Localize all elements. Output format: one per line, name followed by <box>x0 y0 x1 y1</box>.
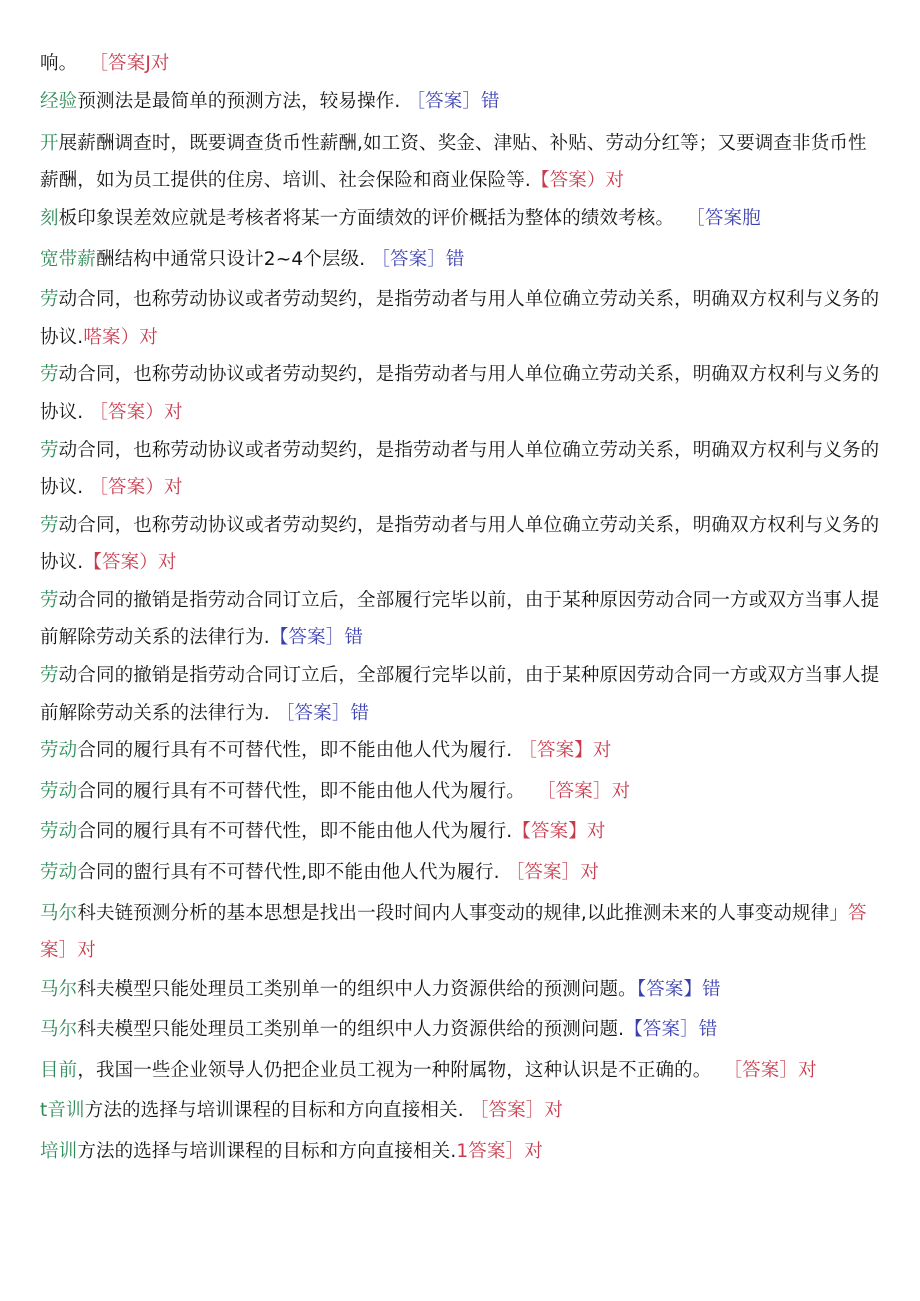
line-lead: 宽带薪 <box>40 249 96 270</box>
line-text: 科夫模型只能处理员工类别单一的组织中人力资源供给的预测问题。 <box>77 979 637 1000</box>
answer-label: 【答案）对 <box>530 170 625 191</box>
line-lead: 马尔 <box>40 979 78 1000</box>
line-lead: 劳动 <box>40 781 78 802</box>
line-lead: 劳动 <box>40 862 78 883</box>
answer-label: 答 <box>848 903 867 924</box>
answer-label: ［答案］对 <box>469 1100 564 1121</box>
text-line <box>40 476 885 500</box>
answer-label: ［答案］错 <box>275 703 370 724</box>
text-line <box>40 1059 885 1083</box>
answer-label: 【答案］错 <box>269 627 364 648</box>
answer-label: ［答案］对 <box>723 1060 817 1081</box>
text-line <box>40 589 885 613</box>
text-line <box>40 439 885 463</box>
answer-label: ［答案］错 <box>406 91 500 112</box>
answer-label: ［答案］错 <box>371 249 465 270</box>
line-text: 板印象误差效应就是考核者将某一方面绩效的评价概括为整体的绩效考核。 <box>58 208 675 229</box>
text-line <box>40 978 885 1002</box>
answer-label: 【答案）对 <box>83 552 177 573</box>
line-text: 动合同，也称劳动协议或者劳动契约，是指劳动者与用人单位确立劳动关系，明确双方权利与义务的 <box>58 440 880 461</box>
text-line <box>40 739 885 763</box>
line-text: 合同的履行具有不可替代性，即不能由他人代为履行。 <box>77 781 525 802</box>
answer-label: 嗒案）对 <box>83 327 158 348</box>
answer-label: 案］对 <box>40 940 96 961</box>
text-line <box>40 939 885 963</box>
line-lead: 目前 <box>40 1060 78 1081</box>
line-lead: 劳 <box>40 665 59 686</box>
line-text: 动合同，也称劳动协议或者劳动契约，是指劳动者与用人单位确立劳动关系，明确双方权利与义务的 <box>58 364 880 385</box>
line-text: 酬结构中通常只设计2~4个层级. <box>95 249 366 270</box>
text-line <box>40 664 885 688</box>
text-line <box>40 288 885 312</box>
text-line <box>40 90 885 114</box>
line-text: 动合同，也称劳动协议或者劳动契约，是指劳动者与用人单位确立劳动关系，明确双方权利与义务的 <box>58 289 880 310</box>
line-text: 前解除劳动关系的法律行为. <box>40 703 270 724</box>
text-line <box>40 363 885 387</box>
line-text: 薪酬，如为员工提供的住房、培训、社会保险和商业保险等. <box>40 170 531 191</box>
line-text: 科夫链预测分析的基本思想是找出一段时间内人事变动的规律,以此推测未来的人事变动规律」 <box>77 903 848 924</box>
line-text: 动合同，也称劳动协议或者劳动契约，是指劳动者与用人单位确立劳动关系，明确双方权利与义务的 <box>58 515 880 536</box>
text-line <box>40 780 885 804</box>
text-line <box>40 207 885 231</box>
line-text: 协议. <box>40 402 84 423</box>
text-line <box>40 820 885 844</box>
line-lead: 马尔 <box>40 903 78 924</box>
line-text: 合同的履行具有不可替代性，即不能由他人代为履行. <box>77 740 513 761</box>
answer-label: 【答案】错 <box>636 979 721 1000</box>
line-lead: 劳 <box>40 440 59 461</box>
line-text: 合同的履行具有不可替代性，即不能由他人代为履行. <box>77 821 513 842</box>
text-line <box>40 902 885 926</box>
line-lead: 劳 <box>40 590 59 611</box>
line-text: 预测法是最简单的预测方法，较易操作. <box>77 91 401 112</box>
text-line <box>40 551 885 575</box>
answer-label: ［答案】对 <box>518 740 612 761</box>
text-line <box>40 401 885 425</box>
line-lead: 劳 <box>40 515 59 536</box>
text-line <box>40 1140 885 1164</box>
line-text: 方法的选择与培训课程的目标和方向直接相关. <box>77 1141 457 1162</box>
text-line <box>40 1018 885 1042</box>
text-line <box>40 1099 885 1123</box>
text-line <box>40 132 885 156</box>
line-text: 前解除劳动关系的法律行为. <box>40 627 270 648</box>
answer-label: ［答案胞 <box>686 208 761 229</box>
line-lead: t音训 <box>40 1100 85 1121</box>
answer-label: ［答案J对 <box>89 53 170 74</box>
line-lead: 劳 <box>40 364 59 385</box>
line-lead: 培训 <box>40 1141 78 1162</box>
line-text: 科夫模型只能处理员工类别单一的组织中人力资源供给的预测问题. <box>77 1019 625 1040</box>
text-line <box>40 169 885 193</box>
text-line <box>40 702 885 726</box>
answer-label: ［答案）对 <box>89 477 183 498</box>
text-line <box>40 626 885 650</box>
line-lead: 经验 <box>40 91 78 112</box>
line-text: 协议. <box>40 552 84 573</box>
line-text: 协议. <box>40 477 84 498</box>
line-text: ，我国一些企业领导人仍把企业员工视为一种附属物，这种认识是不正确的。 <box>77 1060 712 1081</box>
line-text: 协议. <box>40 327 84 348</box>
line-lead: 开 <box>40 133 59 154</box>
answer-label: ［答案］对 <box>505 862 599 883</box>
answer-label: ［答案）对 <box>89 402 183 423</box>
line-lead: 劳动 <box>40 821 78 842</box>
text-line <box>40 861 885 885</box>
line-lead: 劳动 <box>40 740 78 761</box>
text-line <box>40 326 885 350</box>
line-text: 动合同的撤销是指劳动合同订立后，全部履行完毕以前，由于某种原因劳动合同一方或双方当事人提 <box>58 590 880 611</box>
answer-label: ［答案］对 <box>536 781 631 802</box>
line-lead: 劳 <box>40 289 59 310</box>
line-text: 合同的盥行具有不可替代性,即不能由他人代为履行. <box>77 862 500 883</box>
line-lead: 马尔 <box>40 1019 78 1040</box>
line-text: 展薪酬调查时，既要调查货币性薪酬,如工资、奖金、津贴、补贴、劳动分红等；又要调查非货币性 <box>58 133 867 154</box>
line-lead: 刻 <box>40 208 59 229</box>
answer-label: 1答案］对 <box>456 1141 543 1162</box>
answer-label: 【答案】对 <box>512 821 606 842</box>
text-line <box>40 248 885 272</box>
answer-label: 【答案］错 <box>624 1019 718 1040</box>
text-line <box>40 514 885 538</box>
line-text: 方法的选择与培训课程的目标和方向直接相关. <box>84 1100 464 1121</box>
line-text: 响。 <box>40 53 78 74</box>
line-text: 动合同的撤销是指劳动合同订立后，全部履行完毕以前，由于某种原因劳动合同一方或双方当事人提 <box>58 665 880 686</box>
text-line <box>40 52 885 76</box>
